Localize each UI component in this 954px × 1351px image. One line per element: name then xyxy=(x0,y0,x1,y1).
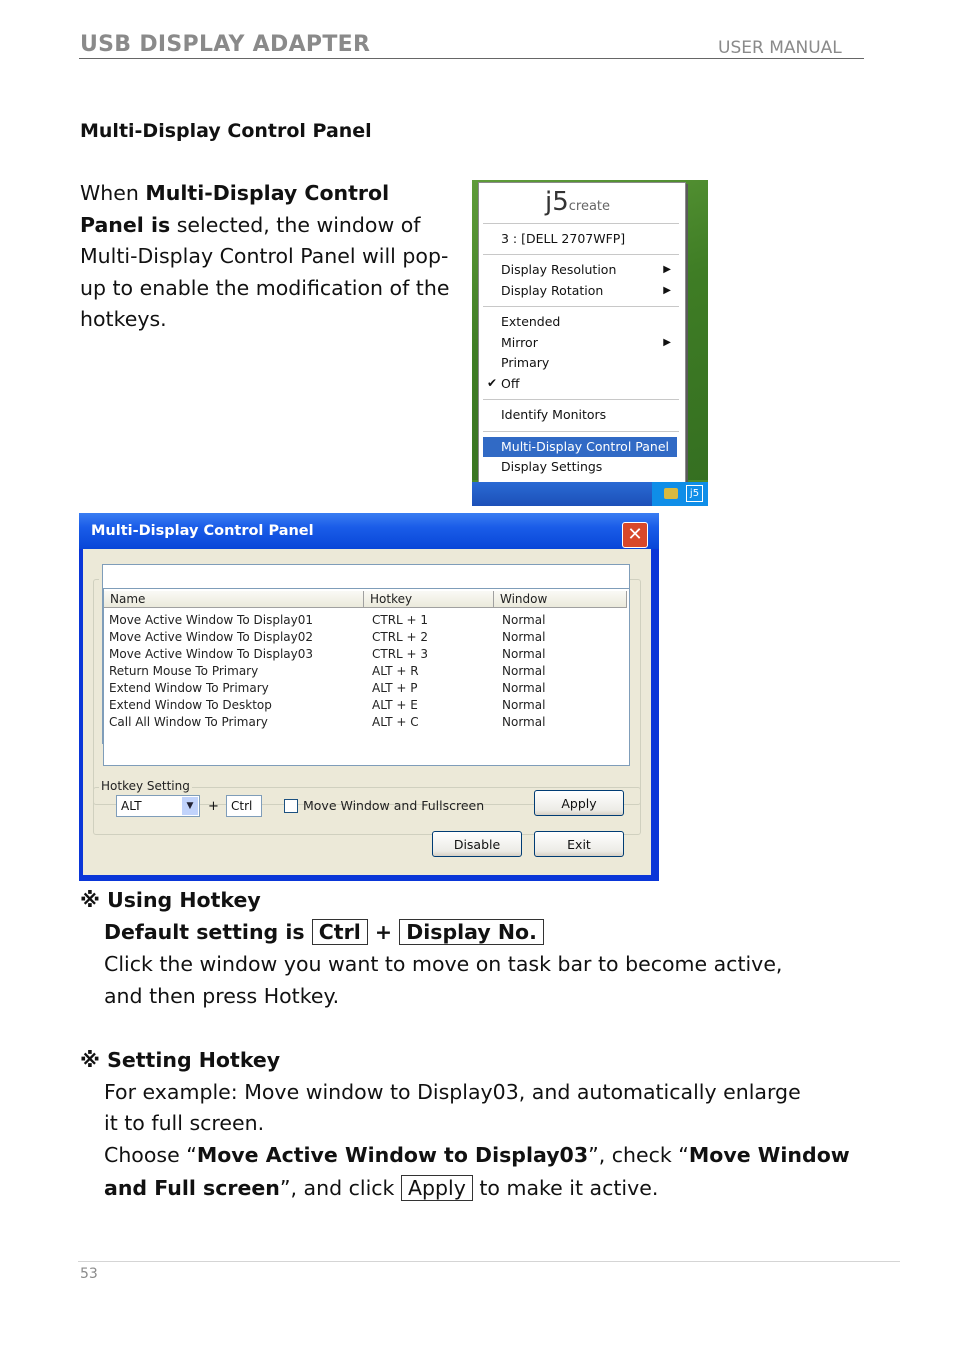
row-name: Move Active Window To Display03 xyxy=(109,647,314,661)
intro-bold: Multi-Display Control Panel is xyxy=(80,181,390,237)
using-heading-text: Using Hotkey xyxy=(107,888,261,912)
context-menu-screenshot xyxy=(472,180,708,506)
setting-line-1: For example: Move window to Display03, and automatically enlarge xyxy=(104,1080,801,1104)
setting-heading-text: Setting Hotkey xyxy=(107,1048,281,1072)
close-icon[interactable]: ✕ xyxy=(622,522,648,548)
tray-icon-text: j5 xyxy=(689,488,700,499)
check-icon: ✔ xyxy=(487,376,498,390)
row-hotkey: ALT + C xyxy=(372,715,419,729)
j5-tray-icon[interactable] xyxy=(686,485,703,502)
row-window: Normal xyxy=(502,647,546,661)
text-span: to make it active. xyxy=(479,1176,659,1200)
multi-display-dialog xyxy=(79,513,659,881)
intro-text-2: selected, the window of Multi-Display Control Panel will pop-up to enable the modification of the hotkeys. xyxy=(80,212,450,331)
dialog-title-bar[interactable] xyxy=(79,513,659,549)
apply-button[interactable]: Apply xyxy=(534,790,624,816)
modifier-select[interactable] xyxy=(116,795,200,817)
table-row[interactable] xyxy=(106,697,626,714)
row-window: Normal xyxy=(502,698,546,712)
menu-item-mirror[interactable] xyxy=(501,333,677,353)
bold-span: Move Active Window to Display03 xyxy=(196,1143,589,1167)
header-divider xyxy=(79,58,864,59)
fullscreen-checkbox[interactable] xyxy=(284,799,298,813)
row-name: Move Active Window To Display01 xyxy=(109,613,314,627)
row-hotkey: ALT + P xyxy=(372,681,418,695)
page-number: 53 xyxy=(80,1266,98,1282)
menu-item-label: Display Rotation xyxy=(501,283,604,298)
dialog-title: Multi-Display Control Panel xyxy=(91,523,314,539)
table-row[interactable] xyxy=(106,612,626,629)
column-header-name[interactable]: Name xyxy=(104,591,364,608)
setting-line-3 xyxy=(104,1139,850,1171)
j5create-logo xyxy=(545,187,610,217)
menu-item-multi-display-control-panel[interactable]: Multi-Display Control Panel xyxy=(483,437,677,457)
disable-button[interactable]: Disable xyxy=(432,831,522,857)
hotkey-list-view[interactable] xyxy=(103,588,630,766)
menu-item-identify-monitors[interactable]: Identify Monitors xyxy=(501,407,607,422)
default-prefix: Default setting is xyxy=(104,920,305,944)
menu-item-display-settings[interactable]: Display Settings xyxy=(501,459,603,474)
row-hotkey: ALT + R xyxy=(372,664,419,678)
column-header-window[interactable]: Window xyxy=(494,591,627,608)
section-title: Multi-Display Control Panel xyxy=(80,120,372,142)
default-setting-line xyxy=(104,916,544,948)
menu-item-display-resolution[interactable] xyxy=(501,260,677,280)
exit-button[interactable]: Exit xyxy=(534,831,624,857)
menu-item-primary[interactable]: Primary xyxy=(501,355,550,370)
plus-sign: + xyxy=(374,920,393,944)
submenu-arrow-icon: ▶ xyxy=(663,285,671,296)
row-name: Call All Window To Primary xyxy=(109,715,268,729)
setting-hotkey-heading xyxy=(80,1044,280,1076)
using-line-2: and then press Hotkey. xyxy=(104,984,340,1008)
text-span: ”, and click xyxy=(279,1176,395,1200)
menu-item-display[interactable]: 3 : [DELL 2707WFP] xyxy=(501,231,626,246)
menu-item-display-rotation[interactable] xyxy=(501,281,677,301)
row-window: Normal xyxy=(502,715,546,729)
row-hotkey: CTRL + 1 xyxy=(372,613,429,627)
row-window: Normal xyxy=(502,630,546,644)
system-tray xyxy=(652,482,708,506)
table-row[interactable] xyxy=(106,680,626,697)
row-window: Normal xyxy=(502,681,546,695)
bold-span: and Full screen xyxy=(104,1176,280,1200)
menu-item-off[interactable]: Off xyxy=(501,376,520,391)
footer-divider xyxy=(78,1261,900,1262)
table-row[interactable] xyxy=(106,663,626,680)
ctrl-key-box: Ctrl xyxy=(312,919,368,945)
reference-mark-icon: ※ xyxy=(80,888,100,912)
menu-item-extended[interactable]: Extended xyxy=(501,314,561,329)
menu-separator xyxy=(483,399,679,400)
menu-item-label: Mirror xyxy=(501,335,538,350)
chevron-down-icon[interactable]: ▼ xyxy=(182,797,198,815)
setting-line-2: it to full screen. xyxy=(104,1111,265,1135)
column-header-hotkey[interactable]: Hotkey xyxy=(364,591,494,608)
row-hotkey: CTRL + 2 xyxy=(372,630,429,644)
table-row[interactable] xyxy=(106,714,626,731)
table-row[interactable] xyxy=(106,629,626,646)
setting-line-4 xyxy=(104,1172,658,1204)
modifier-value: ALT xyxy=(121,799,142,813)
row-name: Move Active Window To Display02 xyxy=(109,630,314,644)
row-window: Normal xyxy=(502,664,546,678)
intro-text-1: When xyxy=(80,181,146,205)
bold-span: Move Window xyxy=(688,1143,850,1167)
row-name: Extend Window To Desktop xyxy=(109,698,272,712)
row-name: Return Mouse To Primary xyxy=(109,664,259,678)
apply-key-box: Apply xyxy=(401,1175,473,1201)
text-span: ”, check “ xyxy=(588,1143,689,1167)
tray-context-menu xyxy=(478,182,686,484)
fullscreen-checkbox-label: Move Window and Fullscreen xyxy=(303,798,485,813)
using-line-1: Click the window you want to move on task bar to become active, xyxy=(104,952,783,976)
using-hotkey-heading xyxy=(80,884,261,916)
intro-paragraph xyxy=(80,178,460,336)
document-header-title: USB DISPLAY ADAPTER xyxy=(80,32,371,57)
row-name: Extend Window To Primary xyxy=(109,681,269,695)
table-row[interactable] xyxy=(106,646,626,663)
tray-app-icon[interactable] xyxy=(664,488,678,499)
text-span: Choose “ xyxy=(104,1143,197,1167)
document-header-label: USER MANUAL xyxy=(718,38,842,58)
row-hotkey: ALT + E xyxy=(372,698,418,712)
menu-separator xyxy=(483,431,679,432)
display-no-key-box: Display No. xyxy=(399,919,544,945)
key-input[interactable]: Ctrl xyxy=(226,795,262,817)
logo-sub: create xyxy=(568,199,611,214)
menu-item-label: Display Resolution xyxy=(501,262,617,277)
menu-separator xyxy=(483,223,679,224)
menu-separator xyxy=(483,254,679,255)
logo-main: j5 xyxy=(545,187,569,217)
row-window: Normal xyxy=(502,613,546,627)
submenu-arrow-icon: ▶ xyxy=(663,264,671,275)
plus-label: + xyxy=(208,799,219,814)
hotkey-setting-label: Hotkey Setting xyxy=(101,779,190,793)
row-hotkey: CTRL + 3 xyxy=(372,647,429,661)
submenu-arrow-icon: ▶ xyxy=(663,337,671,348)
menu-separator xyxy=(483,306,679,307)
reference-mark-icon: ※ xyxy=(80,1048,100,1072)
